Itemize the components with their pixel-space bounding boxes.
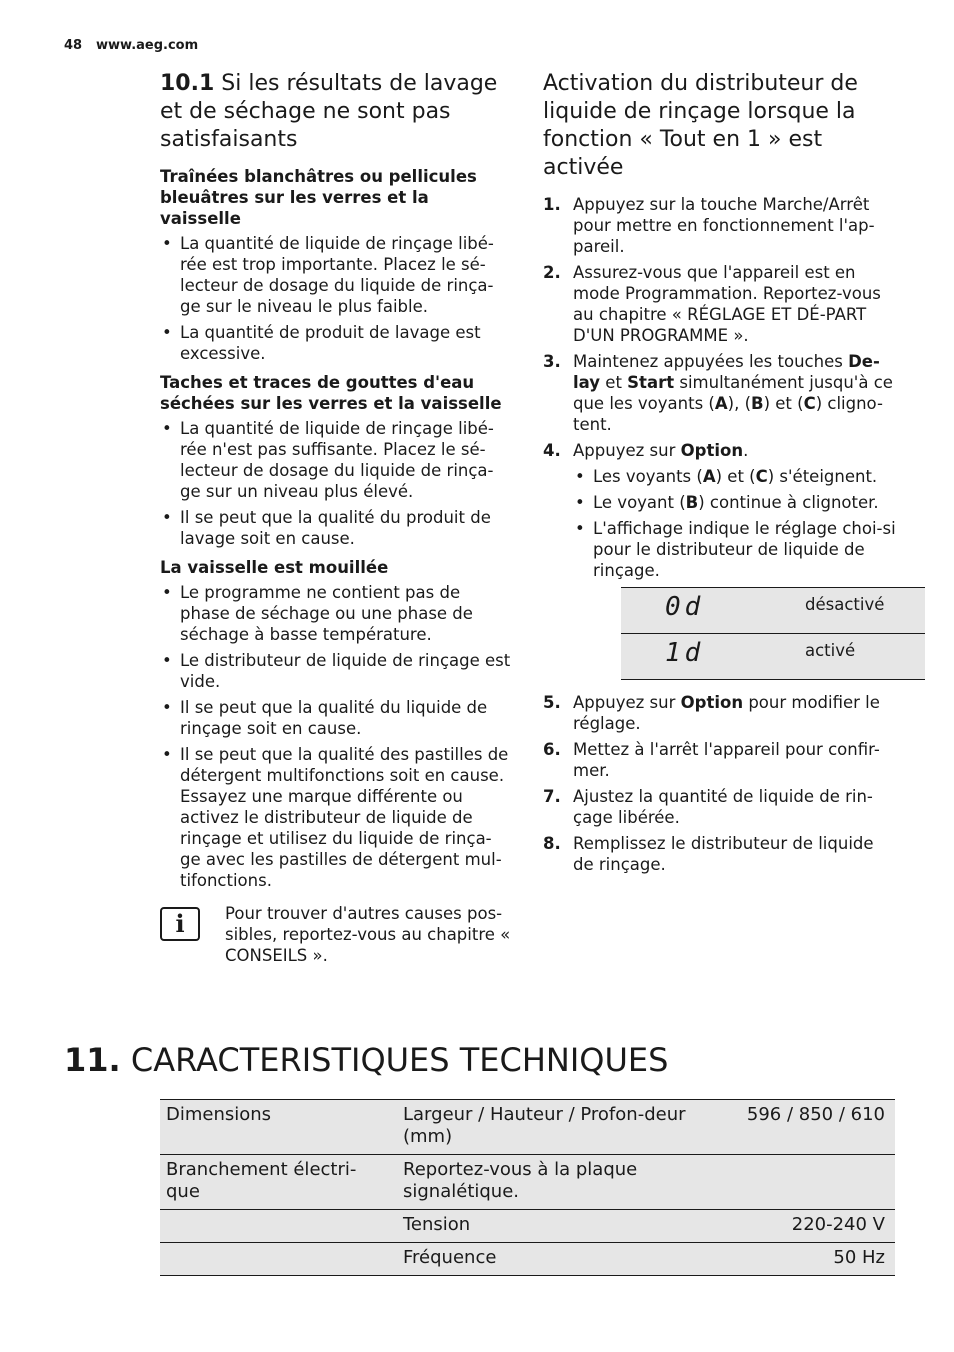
- table-row: [621, 588, 925, 634]
- step-text: Appuyez sur Option pour modifier le réglage.: [573, 693, 880, 733]
- step-text: Ajustez la quantité de liquide de rin-çage libérée.: [573, 787, 873, 827]
- chapter-heading: [64, 1040, 668, 1080]
- step-text: Maintenez appuyées les touches De-lay et Start simultanément jusqu'à ce que les voyants (A), (B) et (C) cligno-tent.: [573, 352, 893, 434]
- step-number: 5.: [543, 693, 561, 712]
- info-icon: i: [160, 907, 200, 941]
- group-heading: Taches et traces de gouttes d'eau séchées sur les verres et la vaisselle: [160, 373, 502, 413]
- step-number: 8.: [543, 834, 561, 853]
- bullet-list: [160, 582, 512, 891]
- table-cell: 596 / 850 / 610: [733, 1100, 895, 1155]
- info-note: [160, 903, 512, 966]
- section-number: 10.1: [160, 71, 215, 96]
- step-number: 1.: [543, 195, 561, 214]
- step-text: Remplissez le distributeur de liquide de rinçage.: [573, 834, 874, 874]
- list-item: • La quantité de liquide de rinçage libé-rée n'est pas suffisante. Placez le sé-lecteur de dosage du liquide de rinça-ge sur un niveau plus élevé.: [160, 418, 512, 502]
- procedure-title: Activation du distributeur de liquide de rinçage lorsque la fonction « Tout en 1 » est activée: [543, 71, 858, 180]
- sub-bullet-list: [573, 466, 897, 581]
- table-row: [160, 1155, 895, 1210]
- table-cell: Fréquence: [391, 1243, 733, 1276]
- group-heading: La vaisselle est mouillée: [160, 558, 389, 577]
- list-item: • La quantité de produit de lavage est excessive.: [160, 322, 512, 364]
- table-cell: Dimensions: [160, 1100, 391, 1155]
- steps-list: [543, 194, 897, 875]
- list-item: • Le distributeur de liquide de rinçage est vide.: [160, 650, 512, 692]
- step-item: [543, 351, 897, 435]
- step-number: 2.: [543, 263, 561, 282]
- step-number: 3.: [543, 352, 561, 371]
- group-heading: Traînées blanchâtres ou pellicules bleuâtres sur les verres et la vaisselle: [160, 167, 477, 228]
- table-cell: [160, 1243, 391, 1276]
- display-settings-table: [621, 587, 925, 680]
- table-cell: [160, 1210, 391, 1243]
- bullet-list: [160, 233, 512, 364]
- step-item: [543, 194, 897, 257]
- left-column: [160, 70, 512, 966]
- right-column: [543, 70, 897, 880]
- section-heading: [160, 70, 512, 154]
- step-item: [543, 739, 897, 781]
- list-item: • Il se peut que la qualité du liquide de rinçage soit en cause.: [160, 697, 512, 739]
- list-item: • Le voyant (B) continue à clignoter.: [573, 492, 897, 513]
- bullet-list: [160, 418, 512, 549]
- table-cell: 50 Hz: [733, 1243, 895, 1276]
- section-title: Si les résultats de lavage et de séchage ne sont pas satisfaisants: [160, 71, 498, 152]
- chapter-number: 11.: [64, 1041, 121, 1079]
- step-number: 4.: [543, 441, 561, 460]
- list-item: • L'affichage indique le réglage choi-si pour le distributeur de liquide de rinçage.: [573, 518, 897, 581]
- chapter-title: CARACTERISTIQUES TECHNIQUES: [130, 1041, 669, 1079]
- table-cell: Largeur / Hauteur / Profon-deur (mm): [391, 1100, 733, 1155]
- list-item: • Les voyants (A) et (C) s'éteignent.: [573, 466, 897, 487]
- table-cell: Tension: [391, 1210, 733, 1243]
- table-cell: Branchement électri-que: [160, 1155, 391, 1210]
- table-cell: 220-240 V: [733, 1210, 895, 1243]
- table-cell: [733, 1155, 895, 1210]
- display-code: 0d: [621, 588, 804, 634]
- table-row: [160, 1243, 895, 1276]
- list-item: • La quantité de liquide de rinçage libé-rée est trop importante. Placez le sé-lecteur de dosage du liquide de rinça-ge sur le niveau le plus faible.: [160, 233, 512, 317]
- step-number: 6.: [543, 740, 561, 759]
- list-item: • Il se peut que la qualité du produit de lavage soit en cause.: [160, 507, 512, 549]
- step-item: [543, 440, 897, 680]
- step-item: [543, 262, 897, 346]
- table-row: [160, 1100, 895, 1155]
- step-text: Appuyez sur Option.: [573, 441, 749, 460]
- step-text: Assurez-vous que l'appareil est en mode Programmation. Reportez-vous au chapitre « RÉGLAGE ET DÉ-PART D'UN PROGRAMME ».: [573, 263, 881, 345]
- display-label: activé: [804, 634, 925, 680]
- info-text: Pour trouver d'autres causes pos-sibles, reportez-vous au chapitre « CONSEILS ».: [225, 904, 511, 965]
- list-item: • Il se peut que la qualité des pastilles de détergent multifonctions soit en cause. Essayez une marque différente ou activez le distributeur de liquide de rinçage et utilisez du liquide de rinça-ge avec les pastilles de détergent mul-tifonctions.: [160, 744, 512, 891]
- table-cell: Reportez-vous à la plaque signalétique.: [391, 1155, 733, 1210]
- display-label: désactivé: [804, 588, 925, 634]
- table-row: [160, 1210, 895, 1243]
- step-number: 7.: [543, 787, 561, 806]
- tech-specs-table: [160, 1099, 895, 1276]
- step-item: [543, 833, 897, 875]
- list-item: • Le programme ne contient pas de phase de séchage ou une phase de séchage à basse température.: [160, 582, 512, 645]
- site-url: www.aeg.com: [96, 38, 199, 53]
- step-item: [543, 786, 897, 828]
- page-number: 48: [64, 38, 83, 53]
- step-text: Mettez à l'arrêt l'appareil pour confir-mer.: [573, 740, 880, 780]
- step-text: Appuyez sur la touche Marche/Arrêt pour mettre en fonctionnement l'ap-pareil.: [573, 195, 875, 256]
- table-row: [621, 634, 925, 680]
- step-item: [543, 692, 897, 734]
- display-code: 1d: [621, 634, 804, 680]
